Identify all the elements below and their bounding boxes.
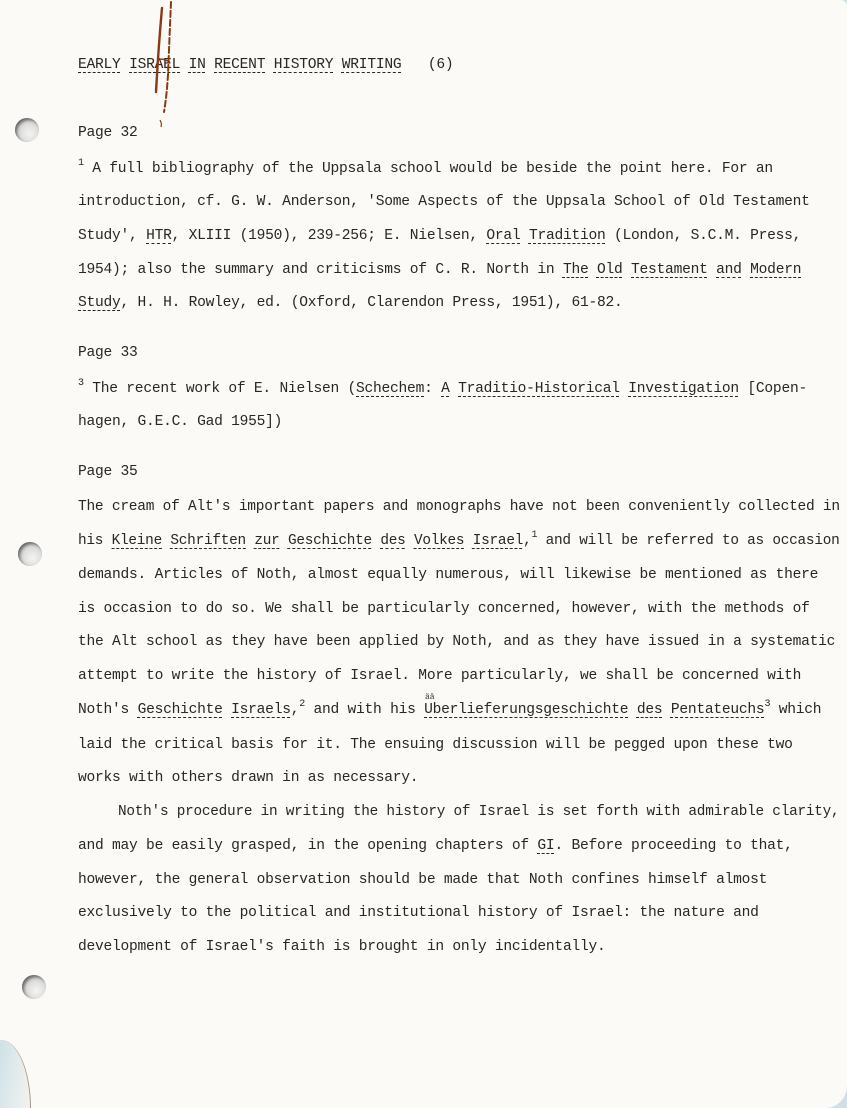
footnote-number: 3 bbox=[78, 378, 84, 389]
body-line: development of Israel's faith is brought in only incidentally. bbox=[78, 939, 606, 955]
footnote-ref: 1 bbox=[531, 530, 538, 541]
cited-title: Modern bbox=[750, 262, 802, 278]
body-line bbox=[78, 837, 793, 855]
cited-title: Israels bbox=[231, 702, 291, 718]
body-line: the Alt school as they have been applied by Noth, and as they have issued in a systematic bbox=[78, 634, 836, 650]
page-header bbox=[78, 56, 453, 74]
cited-title: Uberlieferungsgeschichte bbox=[424, 702, 629, 718]
cited-title: Oral bbox=[486, 228, 521, 244]
footnote-ref: 3 bbox=[764, 699, 771, 710]
page-number: (6) bbox=[427, 57, 454, 73]
footnote-line bbox=[78, 261, 801, 279]
handwritten-umlaut: ää bbox=[425, 693, 435, 702]
text: and may be easily grasped, in the opening chapters of bbox=[78, 838, 538, 854]
body-line: exclusively to the political and institutional history of Israel: the nature and bbox=[78, 905, 759, 921]
cited-title: GI bbox=[537, 838, 555, 854]
text: Study', bbox=[78, 228, 147, 244]
header-word: ISRAEL bbox=[129, 57, 181, 73]
cited-title: Volkes bbox=[413, 533, 465, 549]
header-word: WRITING bbox=[341, 57, 402, 73]
header-word: EARLY bbox=[78, 57, 121, 73]
section-heading: Page 33 bbox=[78, 345, 138, 361]
body-line: his Kleine Schriften zur Geschichte des Volkes Israel,$^1$ and will be referred to as occasion bbox=[78, 530, 840, 549]
cited-title: The bbox=[562, 262, 589, 278]
body-line: demands. Articles of Noth, almost equally numerous, will likewise be mentioned as there bbox=[78, 567, 819, 583]
text: , XLIII (1950), 239-256; E. Nielsen, bbox=[171, 228, 487, 244]
punch-hole bbox=[18, 542, 42, 566]
text: his bbox=[78, 533, 112, 549]
text: 1954); also the summary and criticisms of C. R. North in bbox=[78, 262, 563, 278]
cited-title: Schriften bbox=[170, 533, 246, 549]
body-line: Noth's procedure in writing the history of Israel is set forth with admirable clarity, bbox=[118, 804, 840, 820]
body-line: The cream of Alt's important papers and monographs have not been conveniently collected in bbox=[78, 499, 840, 515]
cited-title: Pentateuchs bbox=[670, 702, 765, 718]
cited-title: Old bbox=[596, 262, 623, 278]
cited-title: Israel bbox=[472, 533, 524, 549]
text: : bbox=[424, 381, 442, 397]
body-line: attempt to write the history of Israel. More particularly, we shall be concerned with bbox=[78, 668, 802, 684]
body-line: is occasion to do so. We shall be particularly concerned, however, with the methods of bbox=[78, 601, 810, 617]
header-word: IN bbox=[188, 57, 206, 73]
page-curl bbox=[0, 1040, 31, 1108]
cited-title: Investigation bbox=[628, 381, 739, 397]
text: which bbox=[770, 702, 822, 718]
cited-title: and bbox=[716, 262, 742, 278]
text: A full bibliography of the Uppsala school would be beside the point here. For an bbox=[83, 161, 773, 177]
punch-hole bbox=[15, 118, 39, 142]
body-line: Noth's Geschichte Israels,$^2$ and with his Uberlieferungsgeschichte des Pentateuchs$^3$ which bbox=[78, 699, 822, 718]
cited-title: Tradition bbox=[528, 228, 606, 244]
cited-title: des bbox=[380, 533, 406, 549]
text: and with his bbox=[305, 702, 425, 718]
footnote-line bbox=[78, 227, 801, 245]
cited-title: Geschichte bbox=[287, 533, 372, 549]
text: (London, S.C.M. Press, bbox=[605, 228, 802, 244]
body-line: works with others drawn in as necessary. bbox=[78, 770, 419, 786]
footnote-number: 1 bbox=[78, 158, 84, 169]
text: , H. H. Rowley, ed. (Oxford, Clarendon Press, 1951), 61-82. bbox=[120, 295, 623, 311]
cited-title: Traditio-Historical bbox=[458, 381, 620, 397]
body-line: however, the general observation should be made that Noth confines himself almost bbox=[78, 872, 768, 888]
cited-title: des bbox=[636, 702, 663, 718]
body-line: laid the critical basis for it. The ensuing discussion will be pegged upon these two bbox=[78, 737, 793, 753]
text: and will be referred to as occasion bbox=[537, 533, 840, 549]
footnote-line bbox=[78, 160, 773, 178]
text: The recent work of E. Nielsen ( bbox=[83, 381, 357, 397]
footnote-line bbox=[78, 380, 807, 398]
punch-hole bbox=[22, 975, 46, 999]
footnote-line: introduction, cf. G. W. Anderson, 'Some Aspects of the Uppsala School of Old Testament bbox=[78, 194, 810, 210]
cited-title: Testament bbox=[631, 262, 708, 278]
footnote-ref: 2 bbox=[299, 699, 305, 710]
cited-title: zur bbox=[254, 533, 280, 549]
section-heading: Page 32 bbox=[78, 125, 138, 141]
text: Noth's bbox=[78, 702, 138, 718]
footnote-line bbox=[78, 294, 623, 312]
header-word: HISTORY bbox=[273, 57, 334, 73]
text bbox=[520, 228, 529, 244]
header-word: RECENT bbox=[214, 57, 266, 73]
cited-title: Kleine bbox=[111, 533, 162, 549]
cited-title: Schechem bbox=[356, 381, 425, 397]
cited-title: Study bbox=[78, 295, 121, 311]
section-heading: Page 35 bbox=[78, 464, 138, 480]
text: . Before proceeding to that, bbox=[554, 838, 793, 854]
cited-title: HTR bbox=[146, 228, 172, 244]
cited-title: A bbox=[441, 381, 450, 397]
text: [Copen- bbox=[738, 381, 807, 397]
footnote-line: hagen, G.E.C. Gad 1955]) bbox=[78, 414, 283, 430]
cited-title: Geschichte bbox=[137, 702, 223, 718]
